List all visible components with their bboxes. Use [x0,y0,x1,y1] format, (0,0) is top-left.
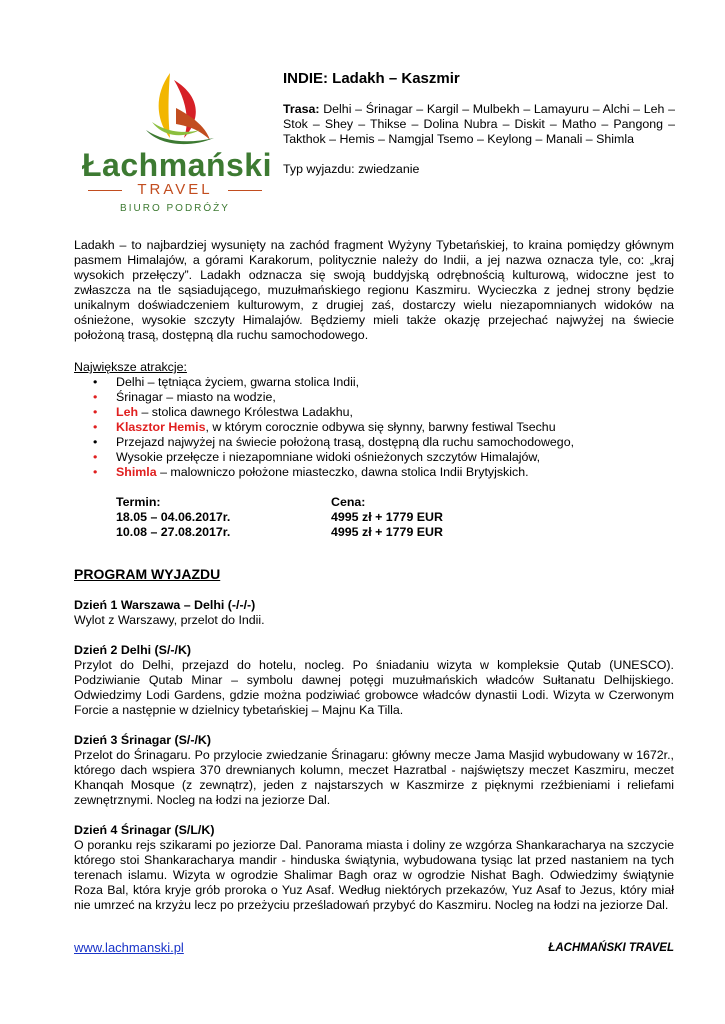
trip-type: Typ wyjazdu: zwiedzanie [283,162,420,176]
term-label: Termin: [116,495,161,509]
intro-paragraph: Ladakh – to najbardziej wysunięty na zachód fragment Wyżyny Tybetańskiej, to kraina pomiędzy głównym pasmem Himalajów, a górami Karakorum, politycznie należy do Indii, a jej nazwa oznacza tyle, co: „kraj wysokich przełęczy”. Ladakh odznacza się swoją buddyjską odrębnością kulturową, widoczne jest to zwłaszcza na tle sąsiadującego, muzułmańskiego regionu Kaszmiru. Wycieczka z jednej strony będzie unikalnym doświadczeniem kulturowym, z drugiej zaś, dostarczy wielu niezapomnianych widoków na ośnieżone, wysokie szczyty Himalajów. Będziemy mieli także okazję przejechać najwyżej na świecie położoną trasą, dostępną dla ruchu samochodowego. [74,238,674,342]
attraction-item [116,375,674,390]
attraction-text: Śrinagar – miasto na wodzie, [116,390,276,404]
attraction-item [116,420,674,435]
attraction-item [116,435,674,450]
terms-header-row [116,495,674,510]
attraction-item [116,405,674,420]
day-title: Dzień 2 Delhi (S/-/K) [74,643,192,657]
attraction-text: – malowniczo położone miasteczko, dawna stolica Indii Brytyjskich. [156,465,529,479]
day-title: Dzień 3 Śrinagar (S/-/K) [74,733,212,747]
attraction-item [116,450,674,465]
term-price: 4995 zł + 1779 EUR [331,510,443,524]
page-footer [74,940,674,956]
attractions-list [74,375,674,480]
attraction-text: Delhi – tętniąca życiem, gwarna stolica Indii, [116,375,360,389]
day-text: Przelot do Śrinagaru. Po przylocie zwiedzanie Śrinagaru: główny mecze Jama Masjid wybudowany w 1672r., którego dach wspiera 370 drewnianych kolumn, meczet Hazratbal - najświętszy meczet Kaszmiru, meczet Khanqah Mosque (z zewnątrz), jeden z najstarszych w Kaszmirze z pięknymi rzeźbieniami i reliefami zewnętrznymi. Nocleg na łodzi na jeziorze Dal. [74,748,674,807]
trip-route [283,102,675,147]
attraction-text: – stolica dawnego Królestwa Ladakhu, [138,405,353,419]
terms-row [116,510,674,525]
footer-company: ŁACHMAŃSKI TRAVEL [548,942,674,954]
trip-header [283,70,675,177]
attraction-item [116,390,674,405]
sail-logo-icon [140,68,220,148]
brand-divider-right [228,190,262,191]
terms-row [116,525,674,540]
main-content [74,238,674,913]
day-text: O poranku rejs szikarami po jeziorze Dal. Panorama miasta i doliny ze wzgórza Shankaracharya na szczycie którego stoi Shankaracharya mandir - hinduska świątynia, wybudowana tysiąc lat przed nastaniem na tych terenach islamu. Wizyta w ogrodzie Shalimar Bagh oraz w ogrodzie Nishat Bagh. Odwiedzimy świątynie Roza Bal, która kryje grób proroka o Yuz Asaf. Według niektórych przekazów, Yuz Asaf to Jezus, który miał nie umrzeć na krzyżu lecz po przeżyciu prześladowań przybyć do Kaszmiru. Nocleg na łodzi na jeziorze Dal. [74,838,674,912]
attraction-highlight: Leh [116,405,139,419]
attraction-highlight: Shimla [116,465,157,479]
route-label: Trasa: [283,102,320,116]
day-title: Dzień 1 Warszawa – Delhi (-/-/-) [74,598,256,612]
program-heading: PROGRAM WYJAZDU [74,566,221,582]
route-text: Delhi – Śrinagar – Kargil – Mulbekh – Lamayuru – Alchi – Leh – Stok – Shey – Thikse – Dolina Nubra – Diskit – Matho – Pangong – Takthok – Hemis – Namgjal Tsemo – Keylong – Manali – Shimla [283,102,675,146]
price-label: Cena: [331,495,366,509]
brand-name: Łachmański [82,147,272,183]
attraction-highlight: Klasztor Hemis [116,420,206,434]
day-text: Wylot z Warszawy, przelot do Indii. [74,613,265,627]
terms-table [116,495,674,540]
term-price: 4995 zł + 1779 EUR [331,525,443,539]
day-text: Przylot do Delhi, przejazd do hotelu, nocleg. Po śniadaniu wizyta w kompleksie Qutab (UNESCO). Podziwianie Qutab Minar – symbolu dawnej potęgi muzułmańskich władców Sułtanatu Delhijskiego. Odwiedzimy Lodi Gardens, gdzie można podziwiać grobowce władców dynastii Lodi. Wizyta w Czerwonym Forcie a następnie w dzielnicy tybetańskiej – Majnu Ka Tilla. [74,658,674,717]
attraction-text: Wysokie przełęcze i niezapomniane widoki ośnieżonych szczytów Himalajów, [116,450,541,464]
attraction-item [116,465,674,480]
attraction-text: , w którym corocznie odbywa się słynny, barwny festiwal Tsechu [205,420,556,434]
website-link[interactable]: www.lachmanski.pl [74,940,184,955]
term-dates: 18.05 – 04.06.2017r. [116,510,231,524]
trip-title: INDIE: Ladakh – Kaszmir [283,70,460,87]
company-logo [80,68,270,218]
day-title: Dzień 4 Śrinagar (S/L/K) [74,823,215,837]
attraction-text: Przejazd najwyżej na świecie położoną trasą, dostępną dla ruchu samochodowego, [116,435,575,449]
attractions-heading: Największe atrakcje: [74,360,187,374]
brand-sub: TRAVEL [137,181,213,198]
brand-tagline: BIURO PODRÓŻY [120,203,230,214]
term-dates: 10.08 – 27.08.2017r. [116,525,231,539]
